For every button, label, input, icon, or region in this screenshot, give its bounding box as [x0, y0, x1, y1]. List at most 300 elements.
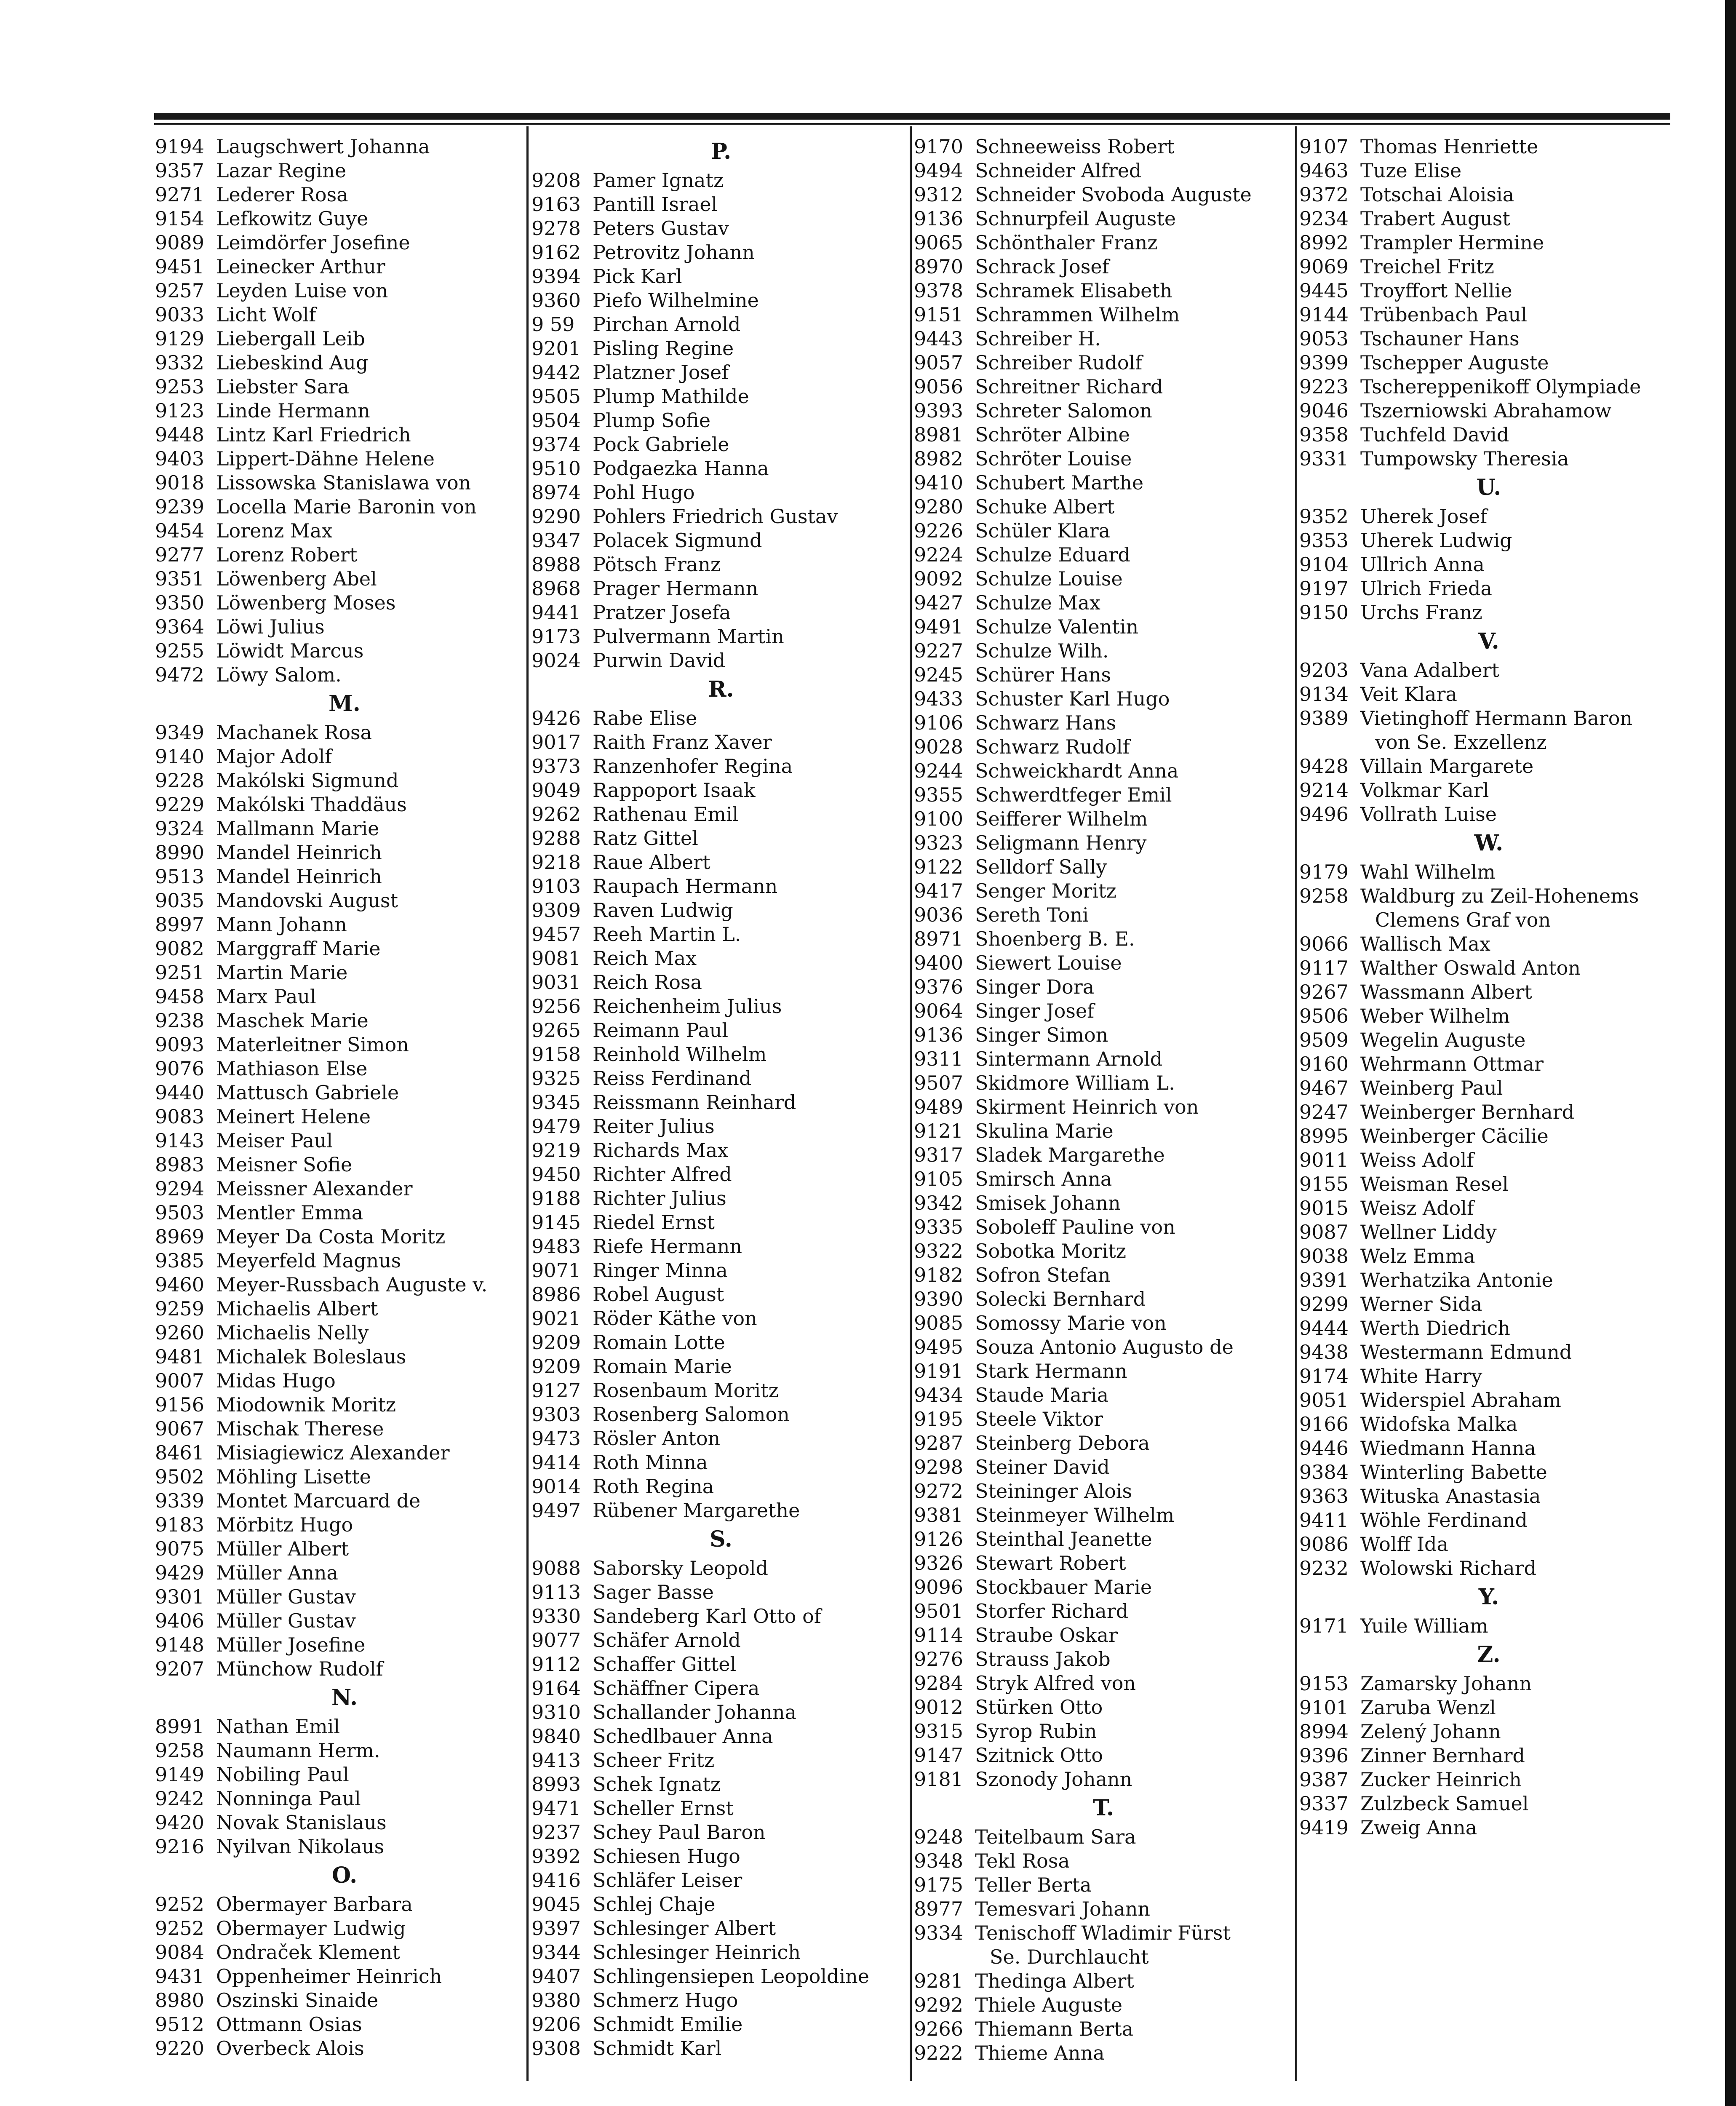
list-entry	[1299, 327, 1678, 351]
entry-name: Michaelis Nelly	[216, 1321, 369, 1344]
entry-name: Romain Marie	[593, 1355, 732, 1378]
entry-name: Scheller Ernst	[593, 1797, 734, 1820]
entry-number: 9113	[531, 1581, 581, 1604]
entry-name: Schuke Albert	[975, 495, 1115, 518]
entry-number: 9272	[914, 1480, 964, 1502]
list-entry	[155, 721, 534, 745]
entry-name: Münchow Rudolf	[216, 1657, 383, 1680]
entry-number: 9085	[914, 1312, 964, 1334]
entry-name: Michalek Boleslaus	[216, 1345, 406, 1368]
entry-name: Storfer Richard	[975, 1600, 1129, 1622]
entry-number: 9046	[1299, 399, 1349, 422]
entry-number: 8980	[155, 1989, 205, 2012]
list-entry	[1299, 956, 1678, 980]
entry-number: 9064	[914, 1000, 964, 1022]
list-entry	[155, 1345, 534, 1369]
list-entry	[1299, 1052, 1678, 1076]
list-entry	[914, 1407, 1293, 1431]
entry-number: 9471	[531, 1797, 581, 1820]
list-entry	[155, 1633, 534, 1657]
list-entry	[531, 1042, 911, 1066]
list-entry	[155, 135, 534, 159]
entry-number: 9242	[155, 1787, 205, 1810]
entry-name: Platzner Josef	[593, 361, 729, 384]
entry-name: Winterling Babette	[1360, 1461, 1547, 1483]
entry-number: 9203	[1299, 659, 1349, 682]
list-entry	[155, 663, 534, 687]
entry-name: Liebster Sara	[216, 375, 350, 398]
entry-number: 9278	[531, 217, 581, 240]
list-entry	[531, 1139, 911, 1163]
entry-name: Riedel Ernst	[593, 1211, 715, 1234]
list-entry	[914, 519, 1293, 543]
entry-name: Marggraff Marie	[216, 937, 381, 960]
section-letter-heading: T.	[1092, 1795, 1114, 1821]
entry-number: 9188	[531, 1187, 581, 1210]
entry-number: 9399	[1299, 351, 1349, 374]
entry-number: 9093	[155, 1033, 205, 1056]
entry-number: 9069	[1299, 255, 1349, 278]
list-entry	[1299, 399, 1678, 423]
list-entry	[531, 1844, 911, 1868]
entry-number: 9509	[1299, 1029, 1349, 1051]
entry-name: Mallmann Marie	[216, 817, 379, 840]
entry-number: 9081	[531, 947, 581, 970]
entry-number: 9344	[531, 1941, 581, 1964]
list-entry	[531, 1700, 911, 1724]
entry-name: Overbeck Alois	[216, 2037, 364, 2060]
entry-number: 9087	[1299, 1221, 1349, 1243]
entry-name: Werhatzika Antonie	[1360, 1269, 1553, 1291]
list-entry	[1299, 1792, 1678, 1816]
list-entry	[1299, 183, 1678, 207]
list-entry	[155, 231, 534, 255]
entry-name: Schiesen Hugo	[593, 1845, 740, 1868]
entry-name: Wallisch Max	[1360, 933, 1490, 955]
entry-name: Schnurpfeil Auguste	[975, 207, 1176, 230]
list-entry	[531, 553, 911, 577]
list-entry	[1299, 802, 1678, 826]
list-entry	[155, 279, 534, 303]
entry-name: Peters Gustav	[593, 217, 729, 240]
entry-number: 9084	[155, 1941, 205, 1964]
list-entry	[914, 1825, 1293, 1849]
entry-name: Ullrich Anna	[1360, 553, 1485, 576]
list-entry	[531, 1940, 911, 1964]
list-entry	[1299, 1672, 1678, 1696]
entry-number: 9427	[914, 591, 964, 614]
entry-name: Robel August	[593, 1283, 724, 1306]
entry-name: Mischak Therese	[216, 1417, 384, 1440]
entry-number: 9181	[914, 1768, 964, 1791]
entry-number: 9512	[155, 2013, 205, 2036]
entry-name: Souza Antonio Augusto de	[975, 1336, 1234, 1358]
list-entry	[155, 327, 534, 351]
list-entry	[914, 495, 1293, 519]
entry-number: 8993	[531, 1773, 581, 1796]
entry-number: 9227	[914, 639, 964, 662]
entry-name: Romain Lotte	[593, 1331, 725, 1354]
entry-name: Lefkowitz Guye	[216, 207, 369, 230]
entry-name: Schulze Eduard	[975, 543, 1130, 566]
entry-number: 9406	[155, 1609, 205, 1632]
entry-name: Reiter Julius	[593, 1115, 715, 1138]
entry-number: 9460	[155, 1273, 205, 1296]
entry-name: Liebergall Leib	[216, 327, 365, 350]
list-entry	[155, 1033, 534, 1057]
list-entry	[914, 1527, 1293, 1551]
list-entry	[914, 159, 1293, 183]
list-entry	[155, 1009, 534, 1033]
entry-number: 8974	[531, 481, 581, 504]
list-entry	[155, 937, 534, 961]
list-entry	[531, 481, 911, 505]
list-entry	[1299, 1244, 1678, 1268]
entry-number: 9458	[155, 985, 205, 1008]
entry-number: 9372	[1299, 183, 1349, 206]
entry-name: Schweickhardt Anna	[975, 759, 1179, 782]
list-entry	[914, 1695, 1293, 1719]
entry-number: 9301	[155, 1585, 205, 1608]
list-entry	[155, 841, 534, 865]
list-entry	[155, 255, 534, 279]
entry-number: 9258	[1299, 885, 1349, 907]
entry-name: Schlesinger Heinrich	[593, 1941, 801, 1964]
list-entry	[531, 922, 911, 946]
entry-number: 9103	[531, 875, 581, 898]
list-entry	[531, 241, 911, 265]
entry-name: Maschek Marie	[216, 1009, 369, 1032]
list-entry	[1299, 1268, 1678, 1292]
entry-number: 9332	[155, 351, 205, 374]
list-entry	[1299, 884, 1678, 908]
entry-name: Laugschwert Johanna	[216, 135, 430, 158]
entry-name: Totschai Aloisia	[1360, 183, 1514, 206]
entry-number: 9443	[914, 327, 964, 350]
entry-name: Sereth Toni	[975, 903, 1089, 926]
entry-number: 9126	[914, 1528, 964, 1550]
entry-number: 9086	[1299, 1533, 1349, 1555]
entry-number: 9216	[155, 1835, 205, 1858]
entry-name: Wiedmann Hanna	[1360, 1437, 1536, 1459]
entry-number: 9179	[1299, 861, 1349, 883]
entry-number: 9277	[155, 543, 205, 566]
list-entry	[155, 375, 534, 399]
list-entry	[1299, 1556, 1678, 1580]
list-entry	[155, 1441, 534, 1465]
entry-number: 9397	[531, 1917, 581, 1940]
entry-number: 9351	[155, 567, 205, 590]
entry-name: Stark Hermann	[975, 1360, 1127, 1382]
list-entry	[155, 1417, 534, 1441]
list-entry	[531, 1018, 911, 1042]
list-entry	[914, 1767, 1293, 1791]
entry-name: Singer Josef	[975, 1000, 1095, 1022]
list-entry	[531, 1187, 911, 1211]
list-entry	[531, 1964, 911, 1988]
list-entry	[155, 1225, 534, 1249]
entry-number: 9284	[914, 1672, 964, 1694]
entry-number: 9174	[1299, 1365, 1349, 1387]
entry-number: 9191	[914, 1360, 964, 1382]
entry-number: 8461	[155, 1441, 205, 1464]
list-entry	[914, 1575, 1293, 1599]
list-entry	[531, 1451, 911, 1475]
list-entry	[914, 1599, 1293, 1623]
entry-name: Teitelbaum Sara	[975, 1825, 1136, 1848]
list-entry	[155, 985, 534, 1009]
entry-number: 9053	[1299, 327, 1349, 350]
list-entry	[531, 946, 911, 970]
entry-number: 9031	[531, 971, 581, 994]
list-entry	[1299, 1696, 1678, 1720]
entry-number: 9299	[1299, 1293, 1349, 1315]
entry-number: 9237	[531, 1821, 581, 1844]
entry-name: Midas Hugo	[216, 1369, 336, 1392]
entry-name: Roth Minna	[593, 1451, 708, 1474]
entry-name: Linde Hermann	[216, 399, 370, 422]
entry-name: Urchs Franz	[1360, 601, 1482, 624]
entry-number: 9077	[531, 1629, 581, 1652]
entry-name: Müller Anna	[216, 1561, 338, 1584]
entry-name: Thomas Henriette	[1360, 135, 1538, 158]
entry-name: Martin Marie	[216, 961, 348, 984]
entry-number: 8983	[155, 1153, 205, 1176]
list-entry	[914, 1993, 1293, 2017]
list-entry	[155, 1787, 534, 1811]
entry-number: 9352	[1299, 505, 1349, 528]
list-entry	[531, 1772, 911, 1796]
list-entry	[531, 1427, 911, 1451]
list-entry	[155, 471, 534, 495]
entry-name: Yuile William	[1360, 1614, 1488, 1637]
entry-number: 9051	[1299, 1389, 1349, 1411]
entry-number: 9381	[914, 1504, 964, 1526]
list-entry	[914, 447, 1293, 471]
list-entry	[531, 1748, 911, 1772]
entry-name: Richter Alfred	[593, 1163, 732, 1186]
list-entry	[155, 1657, 534, 1681]
entry-number: 9502	[155, 1465, 205, 1488]
entry-name: Zelený Johann	[1360, 1720, 1501, 1743]
list-entry	[914, 423, 1293, 447]
entry-name: Tschauner Hans	[1360, 327, 1520, 350]
section-letter-heading: Z.	[1477, 1642, 1501, 1668]
entry-name: Podgaezka Hanna	[593, 457, 769, 480]
list-entry	[1299, 706, 1678, 730]
entry-name: Saborsky Leopold	[593, 1557, 768, 1580]
list-entry	[914, 1239, 1293, 1263]
list-entry	[155, 793, 534, 817]
entry-name: Rosenbaum Moritz	[593, 1379, 779, 1402]
entry-number: 9035	[155, 889, 205, 912]
entry-number: 9510	[531, 457, 581, 480]
list-entry	[1299, 932, 1678, 956]
entry-number: 9431	[155, 1965, 205, 1988]
entry-name: Schmerz Hugo	[593, 1989, 738, 2012]
list-entry	[1299, 601, 1678, 625]
list-entry	[1299, 1316, 1678, 1340]
entry-number: 9208	[531, 169, 581, 192]
entry-name: Thedinga Albert	[975, 1970, 1134, 1992]
list-entry	[914, 303, 1293, 327]
section-letter-heading: N.	[331, 1685, 358, 1710]
entry-name: Zucker Heinrich	[1360, 1768, 1522, 1791]
entry-name: Schäffner Cipera	[593, 1677, 760, 1700]
list-entry	[914, 1551, 1293, 1575]
entry-name: Selldorf Sally	[975, 855, 1107, 878]
name-column-2	[531, 135, 911, 2061]
list-entry	[914, 1095, 1293, 1119]
entry-number: 9420	[155, 1811, 205, 1834]
entry-name: Zweig Anna	[1360, 1816, 1477, 1839]
entry-name: Stockbauer Marie	[975, 1576, 1152, 1598]
entry-name: Weinberger Cäcilie	[1360, 1125, 1549, 1147]
entry-number: 9140	[155, 745, 205, 768]
list-entry	[914, 1969, 1293, 1993]
entry-name: Reiss Ferdinand	[593, 1067, 752, 1090]
entry-name: Wellner Liddy	[1360, 1221, 1497, 1243]
entry-name: Schulze Valentin	[975, 615, 1139, 638]
list-entry	[155, 399, 534, 423]
entry-number: 9317	[914, 1144, 964, 1166]
list-entry	[155, 889, 534, 913]
list-entry	[155, 1763, 534, 1787]
entry-name: Löwenberg Abel	[216, 567, 377, 590]
entry-name: Reich Rosa	[593, 971, 702, 994]
entry-number: 9446	[1299, 1437, 1349, 1459]
entry-name: Plump Sofie	[593, 409, 711, 432]
entry-name: Müller Albert	[216, 1537, 349, 1560]
entry-name: Prager Hermann	[593, 577, 758, 600]
entry-number: 9513	[155, 865, 205, 888]
list-entry	[155, 1916, 534, 1940]
entry-number: 9114	[914, 1624, 964, 1646]
entry-number: 8981	[914, 423, 964, 446]
entry-number: 9503	[155, 1201, 205, 1224]
list-entry	[531, 1580, 911, 1604]
entry-number: 9071	[531, 1259, 581, 1282]
list-entry	[1299, 1172, 1678, 1196]
entry-name: Widofska Malka	[1360, 1413, 1518, 1435]
entry-name: Siewert Louise	[975, 951, 1122, 974]
entry-name: Schneeweiss Robert	[975, 135, 1175, 158]
entry-name: Müller Gustav	[216, 1609, 356, 1632]
list-entry	[531, 1556, 911, 1580]
entry-name: Schwerdtfeger Emil	[975, 783, 1172, 806]
entry-number: 9067	[155, 1417, 205, 1440]
entry-number: 9096	[914, 1576, 964, 1598]
entry-name: Misiagiewicz Alexander	[216, 1441, 450, 1464]
entry-number: 9182	[914, 1264, 964, 1286]
entry-number: 9385	[155, 1249, 205, 1272]
entry-number: 9218	[531, 851, 581, 874]
entry-name: Ondraček Klement	[216, 1941, 400, 1964]
list-entry	[531, 850, 911, 874]
list-entry	[914, 1503, 1293, 1527]
entry-number: 9143	[155, 1129, 205, 1152]
entry-name: Sager Basse	[593, 1581, 714, 1604]
entry-number: 9214	[1299, 779, 1349, 802]
entry-name: Makólski Thaddäus	[216, 793, 407, 816]
list-entry	[155, 1201, 534, 1225]
list-entry	[1299, 135, 1678, 159]
entry-name: Trabert August	[1360, 207, 1510, 230]
entry-name: Pantill Israel	[593, 193, 718, 216]
entry-number: 9454	[155, 519, 205, 542]
list-entry	[531, 1379, 911, 1403]
entry-number: 9021	[531, 1307, 581, 1330]
entry-name: Treichel Fritz	[1360, 255, 1494, 278]
entry-name: Steinberg Debora	[975, 1432, 1150, 1454]
list-entry	[914, 591, 1293, 615]
entry-name: Schrammen Wilhelm	[975, 303, 1180, 326]
entry-number: 9149	[155, 1763, 205, 1786]
entry-name: Steele Viktor	[975, 1408, 1103, 1430]
entry-name: Westermann Edmund	[1360, 1341, 1572, 1363]
entry-name: Weinberg Paul	[1360, 1077, 1503, 1099]
entry-number: 9481	[155, 1345, 205, 1368]
list-entry	[914, 1119, 1293, 1143]
entry-number: 9253	[155, 375, 205, 398]
entry-number: 9347	[531, 529, 581, 552]
entry-number: 9494	[914, 159, 964, 182]
entry-number: 9426	[531, 707, 581, 730]
entry-name: Raue Albert	[593, 851, 710, 874]
list-entry	[155, 1940, 534, 1964]
entry-number: 9134	[1299, 683, 1349, 706]
entry-name: Sintermann Arnold	[975, 1048, 1163, 1070]
entry-number: 9451	[155, 255, 205, 278]
list-entry	[914, 615, 1293, 639]
entry-name: Smisek Johann	[975, 1192, 1121, 1214]
entry-number: 9290	[531, 505, 581, 528]
section-letter-heading: M.	[329, 691, 361, 716]
entry-name: Raven Ludwig	[593, 899, 733, 922]
list-entry	[914, 1743, 1293, 1767]
entry-number: 9323	[914, 831, 964, 854]
entry-name: Wassmann Albert	[1360, 981, 1532, 1003]
section-letter-heading: R.	[708, 676, 734, 702]
entry-name: Montet Marcuard de	[216, 1489, 421, 1512]
entry-number: 9276	[914, 1648, 964, 1670]
entry-name: Pohl Hugo	[593, 481, 695, 504]
list-entry	[1299, 980, 1678, 1004]
entry-number: 9267	[1299, 981, 1349, 1003]
entry-name: Reissmann Reinhard	[593, 1091, 796, 1114]
entry-number: 9335	[914, 1216, 964, 1238]
list-entry	[155, 447, 534, 471]
entry-name: Widerspiel Abraham	[1360, 1389, 1561, 1411]
entry-name: Pulvermann Martin	[593, 625, 784, 648]
list-entry	[1299, 1076, 1678, 1100]
entry-name: Wituska Anastasia	[1360, 1485, 1541, 1507]
entry-name: Schallander Johanna	[593, 1701, 796, 1724]
entry-name: Leinecker Arthur	[216, 255, 385, 278]
entry-name: White Harry	[1360, 1365, 1482, 1387]
list-entry	[531, 1475, 911, 1499]
entry-number: 9028	[914, 735, 964, 758]
entry-number: 9448	[155, 423, 205, 446]
section-letter-heading: W.	[1474, 830, 1504, 856]
list-entry	[1299, 423, 1678, 447]
entry-name: Schreitner Richard	[975, 375, 1163, 398]
list-entry	[1299, 207, 1678, 231]
entry-number: 9416	[531, 1869, 581, 1892]
entry-number: 9373	[531, 755, 581, 778]
list-entry	[155, 1297, 534, 1321]
entry-name: Veit Klara	[1360, 683, 1457, 706]
